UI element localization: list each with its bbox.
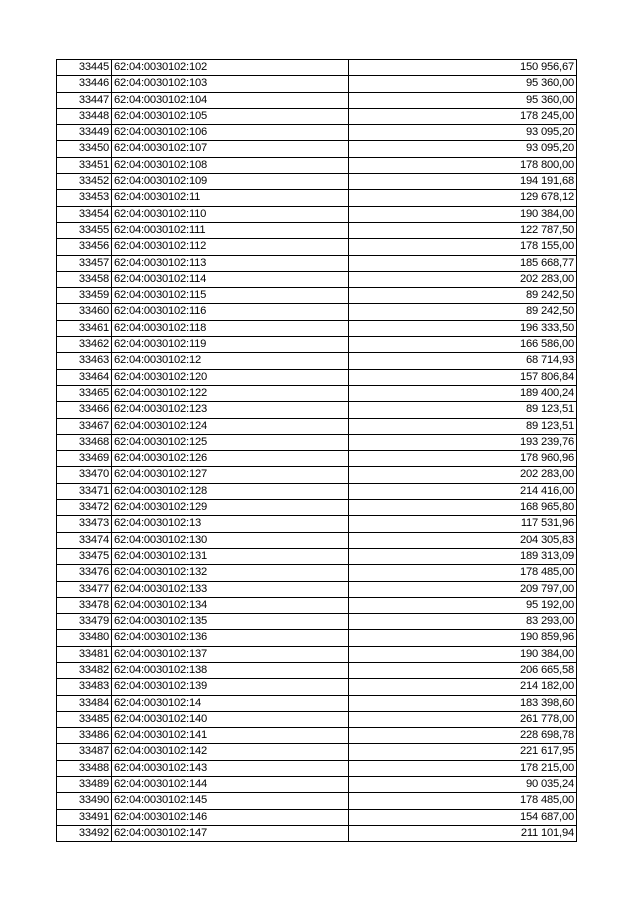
table-row bbox=[57, 385, 577, 401]
row-number-cell: 33457 bbox=[57, 255, 112, 271]
row-number-cell: 33484 bbox=[57, 695, 112, 711]
table-row bbox=[57, 190, 577, 206]
cadastral-number-cell: 62:04:0030102:13 bbox=[112, 516, 349, 532]
row-number-cell: 33477 bbox=[57, 581, 112, 597]
table-row bbox=[57, 516, 577, 532]
table-row bbox=[57, 174, 577, 190]
cadastral-value-cell: 178 215,00 bbox=[349, 760, 577, 776]
cadastral-number-cell: 62:04:0030102:143 bbox=[112, 760, 349, 776]
table-row bbox=[57, 271, 577, 287]
cadastral-number-cell: 62:04:0030102:109 bbox=[112, 174, 349, 190]
table-row bbox=[57, 662, 577, 678]
cadastral-number-cell: 62:04:0030102:114 bbox=[112, 271, 349, 287]
cadastral-value-cell: 193 239,76 bbox=[349, 434, 577, 450]
table-row bbox=[57, 597, 577, 613]
table-row bbox=[57, 141, 577, 157]
cadastral-value-cell: 122 787,50 bbox=[349, 222, 577, 238]
cadastral-value-cell: 178 960,96 bbox=[349, 451, 577, 467]
table-row bbox=[57, 60, 577, 76]
cadastral-value-cell: 183 398,60 bbox=[349, 695, 577, 711]
row-number-cell: 33485 bbox=[57, 711, 112, 727]
table-row bbox=[57, 304, 577, 320]
row-number-cell: 33478 bbox=[57, 597, 112, 613]
cadastral-value-cell: 117 531,96 bbox=[349, 516, 577, 532]
cadastral-value-cell: 221 617,95 bbox=[349, 744, 577, 760]
cadastral-value-cell: 202 283,00 bbox=[349, 271, 577, 287]
row-number-cell: 33479 bbox=[57, 614, 112, 630]
row-number-cell: 33451 bbox=[57, 157, 112, 173]
row-number-cell: 33453 bbox=[57, 190, 112, 206]
table-row bbox=[57, 695, 577, 711]
row-number-cell: 33470 bbox=[57, 467, 112, 483]
row-number-cell: 33466 bbox=[57, 402, 112, 418]
cadastral-number-cell: 62:04:0030102:14 bbox=[112, 695, 349, 711]
table-row bbox=[57, 76, 577, 92]
cadastral-value-cell: 204 305,83 bbox=[349, 532, 577, 548]
table-row bbox=[57, 679, 577, 695]
cadastral-number-cell: 62:04:0030102:140 bbox=[112, 711, 349, 727]
table-row bbox=[57, 777, 577, 793]
row-number-cell: 33445 bbox=[57, 60, 112, 76]
table-row bbox=[57, 565, 577, 581]
table-row bbox=[57, 125, 577, 141]
cadastral-value-cell: 194 191,68 bbox=[349, 174, 577, 190]
cadastral-number-cell: 62:04:0030102:138 bbox=[112, 662, 349, 678]
table-row bbox=[57, 809, 577, 825]
cadastral-value-cell: 196 333,50 bbox=[349, 320, 577, 336]
cadastral-value-cell: 178 245,00 bbox=[349, 108, 577, 124]
cadastral-value-cell: 202 283,00 bbox=[349, 467, 577, 483]
cadastral-value-cell: 206 665,58 bbox=[349, 662, 577, 678]
table-row bbox=[57, 532, 577, 548]
cadastral-value-cell: 90 035,24 bbox=[349, 777, 577, 793]
cadastral-number-cell: 62:04:0030102:112 bbox=[112, 239, 349, 255]
table-row bbox=[57, 337, 577, 353]
table-row bbox=[57, 825, 577, 841]
table-row bbox=[57, 108, 577, 124]
cadastral-value-cell: 189 400,24 bbox=[349, 385, 577, 401]
table-row bbox=[57, 630, 577, 646]
row-number-cell: 33492 bbox=[57, 825, 112, 841]
cadastral-value-cell: 129 678,12 bbox=[349, 190, 577, 206]
row-number-cell: 33462 bbox=[57, 337, 112, 353]
row-number-cell: 33491 bbox=[57, 809, 112, 825]
cadastral-value-cell: 189 313,09 bbox=[349, 548, 577, 564]
row-number-cell: 33465 bbox=[57, 385, 112, 401]
cadastral-number-cell: 62:04:0030102:136 bbox=[112, 630, 349, 646]
cadastral-value-cell: 166 586,00 bbox=[349, 337, 577, 353]
table-row bbox=[57, 760, 577, 776]
cadastral-number-cell: 62:04:0030102:122 bbox=[112, 385, 349, 401]
cadastral-value-cell: 95 360,00 bbox=[349, 92, 577, 108]
cadastral-number-cell: 62:04:0030102:106 bbox=[112, 125, 349, 141]
cadastral-number-cell: 62:04:0030102:105 bbox=[112, 108, 349, 124]
cadastral-value-table bbox=[56, 59, 577, 842]
cadastral-value-cell: 178 485,00 bbox=[349, 793, 577, 809]
cadastral-number-cell: 62:04:0030102:120 bbox=[112, 369, 349, 385]
cadastral-value-cell: 95 192,00 bbox=[349, 597, 577, 613]
cadastral-number-cell: 62:04:0030102:144 bbox=[112, 777, 349, 793]
cadastral-number-cell: 62:04:0030102:129 bbox=[112, 500, 349, 516]
table-row bbox=[57, 288, 577, 304]
table-row bbox=[57, 793, 577, 809]
table-row bbox=[57, 402, 577, 418]
cadastral-value-cell: 190 859,96 bbox=[349, 630, 577, 646]
cadastral-number-cell: 62:04:0030102:127 bbox=[112, 467, 349, 483]
row-number-cell: 33450 bbox=[57, 141, 112, 157]
cadastral-value-cell: 211 101,94 bbox=[349, 825, 577, 841]
cadastral-value-cell: 168 965,80 bbox=[349, 500, 577, 516]
cadastral-number-cell: 62:04:0030102:115 bbox=[112, 288, 349, 304]
table-row bbox=[57, 581, 577, 597]
table-row bbox=[57, 500, 577, 516]
row-number-cell: 33448 bbox=[57, 108, 112, 124]
cadastral-number-cell: 62:04:0030102:116 bbox=[112, 304, 349, 320]
table-row bbox=[57, 744, 577, 760]
row-number-cell: 33459 bbox=[57, 288, 112, 304]
row-number-cell: 33490 bbox=[57, 793, 112, 809]
cadastral-value-cell: 95 360,00 bbox=[349, 76, 577, 92]
cadastral-number-cell: 62:04:0030102:110 bbox=[112, 206, 349, 222]
cadastral-number-cell: 62:04:0030102:111 bbox=[112, 222, 349, 238]
row-number-cell: 33483 bbox=[57, 679, 112, 695]
cadastral-number-cell: 62:04:0030102:146 bbox=[112, 809, 349, 825]
table-row bbox=[57, 434, 577, 450]
table-row bbox=[57, 206, 577, 222]
cadastral-number-cell: 62:04:0030102:141 bbox=[112, 728, 349, 744]
table-row bbox=[57, 92, 577, 108]
table-row bbox=[57, 239, 577, 255]
row-number-cell: 33461 bbox=[57, 320, 112, 336]
row-number-cell: 33482 bbox=[57, 662, 112, 678]
row-number-cell: 33472 bbox=[57, 500, 112, 516]
cadastral-value-cell: 261 778,00 bbox=[349, 711, 577, 727]
row-number-cell: 33452 bbox=[57, 174, 112, 190]
cadastral-number-cell: 62:04:0030102:124 bbox=[112, 418, 349, 434]
row-number-cell: 33469 bbox=[57, 451, 112, 467]
cadastral-value-cell: 83 293,00 bbox=[349, 614, 577, 630]
cadastral-number-cell: 62:04:0030102:107 bbox=[112, 141, 349, 157]
cadastral-value-cell: 228 698,78 bbox=[349, 728, 577, 744]
cadastral-number-cell: 62:04:0030102:135 bbox=[112, 614, 349, 630]
table-row bbox=[57, 451, 577, 467]
cadastral-number-cell: 62:04:0030102:139 bbox=[112, 679, 349, 695]
table-row bbox=[57, 728, 577, 744]
cadastral-number-cell: 62:04:0030102:108 bbox=[112, 157, 349, 173]
row-number-cell: 33475 bbox=[57, 548, 112, 564]
table-row bbox=[57, 548, 577, 564]
table-row bbox=[57, 320, 577, 336]
row-number-cell: 33463 bbox=[57, 353, 112, 369]
cadastral-number-cell: 62:04:0030102:131 bbox=[112, 548, 349, 564]
table-row bbox=[57, 646, 577, 662]
cadastral-number-cell: 62:04:0030102:132 bbox=[112, 565, 349, 581]
cadastral-number-cell: 62:04:0030102:123 bbox=[112, 402, 349, 418]
row-number-cell: 33489 bbox=[57, 777, 112, 793]
cadastral-number-cell: 62:04:0030102:142 bbox=[112, 744, 349, 760]
cadastral-value-cell: 185 668,77 bbox=[349, 255, 577, 271]
table-row bbox=[57, 255, 577, 271]
cadastral-value-cell: 89 123,51 bbox=[349, 418, 577, 434]
cadastral-number-cell: 62:04:0030102:103 bbox=[112, 76, 349, 92]
cadastral-number-cell: 62:04:0030102:133 bbox=[112, 581, 349, 597]
row-number-cell: 33455 bbox=[57, 222, 112, 238]
row-number-cell: 33487 bbox=[57, 744, 112, 760]
row-number-cell: 33488 bbox=[57, 760, 112, 776]
cadastral-number-cell: 62:04:0030102:119 bbox=[112, 337, 349, 353]
row-number-cell: 33456 bbox=[57, 239, 112, 255]
cadastral-number-cell: 62:04:0030102:126 bbox=[112, 451, 349, 467]
cadastral-value-cell: 190 384,00 bbox=[349, 206, 577, 222]
cadastral-value-cell: 209 797,00 bbox=[349, 581, 577, 597]
row-number-cell: 33460 bbox=[57, 304, 112, 320]
cadastral-value-cell: 214 182,00 bbox=[349, 679, 577, 695]
table-row bbox=[57, 369, 577, 385]
table-row bbox=[57, 222, 577, 238]
table-row bbox=[57, 418, 577, 434]
cadastral-value-cell: 150 956,67 bbox=[349, 60, 577, 76]
cadastral-number-cell: 62:04:0030102:12 bbox=[112, 353, 349, 369]
cadastral-value-cell: 89 242,50 bbox=[349, 288, 577, 304]
cadastral-value-cell: 154 687,00 bbox=[349, 809, 577, 825]
cadastral-number-cell: 62:04:0030102:137 bbox=[112, 646, 349, 662]
cadastral-value-cell: 89 242,50 bbox=[349, 304, 577, 320]
cadastral-value-cell: 178 485,00 bbox=[349, 565, 577, 581]
cadastral-value-cell: 178 800,00 bbox=[349, 157, 577, 173]
row-number-cell: 33446 bbox=[57, 76, 112, 92]
row-number-cell: 33467 bbox=[57, 418, 112, 434]
cadastral-number-cell: 62:04:0030102:113 bbox=[112, 255, 349, 271]
cadastral-number-cell: 62:04:0030102:125 bbox=[112, 434, 349, 450]
cadastral-value-cell: 178 155,00 bbox=[349, 239, 577, 255]
row-number-cell: 33474 bbox=[57, 532, 112, 548]
cadastral-number-cell: 62:04:0030102:145 bbox=[112, 793, 349, 809]
table-row bbox=[57, 711, 577, 727]
row-number-cell: 33464 bbox=[57, 369, 112, 385]
table-row bbox=[57, 353, 577, 369]
cadastral-value-cell: 93 095,20 bbox=[349, 125, 577, 141]
cadastral-value-cell: 190 384,00 bbox=[349, 646, 577, 662]
row-number-cell: 33476 bbox=[57, 565, 112, 581]
cadastral-value-cell: 214 416,00 bbox=[349, 483, 577, 499]
row-number-cell: 33468 bbox=[57, 434, 112, 450]
cadastral-value-cell: 93 095,20 bbox=[349, 141, 577, 157]
cadastral-number-cell: 62:04:0030102:128 bbox=[112, 483, 349, 499]
cadastral-number-cell: 62:04:0030102:102 bbox=[112, 60, 349, 76]
cadastral-number-cell: 62:04:0030102:118 bbox=[112, 320, 349, 336]
row-number-cell: 33481 bbox=[57, 646, 112, 662]
cadastral-number-cell: 62:04:0030102:147 bbox=[112, 825, 349, 841]
cadastral-value-cell: 157 806,84 bbox=[349, 369, 577, 385]
cadastral-value-cell: 68 714,93 bbox=[349, 353, 577, 369]
cadastral-value-cell: 89 123,51 bbox=[349, 402, 577, 418]
table-row bbox=[57, 614, 577, 630]
cadastral-number-cell: 62:04:0030102:130 bbox=[112, 532, 349, 548]
row-number-cell: 33454 bbox=[57, 206, 112, 222]
row-number-cell: 33473 bbox=[57, 516, 112, 532]
row-number-cell: 33449 bbox=[57, 125, 112, 141]
row-number-cell: 33447 bbox=[57, 92, 112, 108]
cadastral-number-cell: 62:04:0030102:104 bbox=[112, 92, 349, 108]
table-row bbox=[57, 157, 577, 173]
table-row bbox=[57, 483, 577, 499]
table-row bbox=[57, 467, 577, 483]
row-number-cell: 33486 bbox=[57, 728, 112, 744]
cadastral-number-cell: 62:04:0030102:11 bbox=[112, 190, 349, 206]
cadastral-number-cell: 62:04:0030102:134 bbox=[112, 597, 349, 613]
table-body bbox=[57, 60, 577, 842]
row-number-cell: 33471 bbox=[57, 483, 112, 499]
row-number-cell: 33480 bbox=[57, 630, 112, 646]
row-number-cell: 33458 bbox=[57, 271, 112, 287]
